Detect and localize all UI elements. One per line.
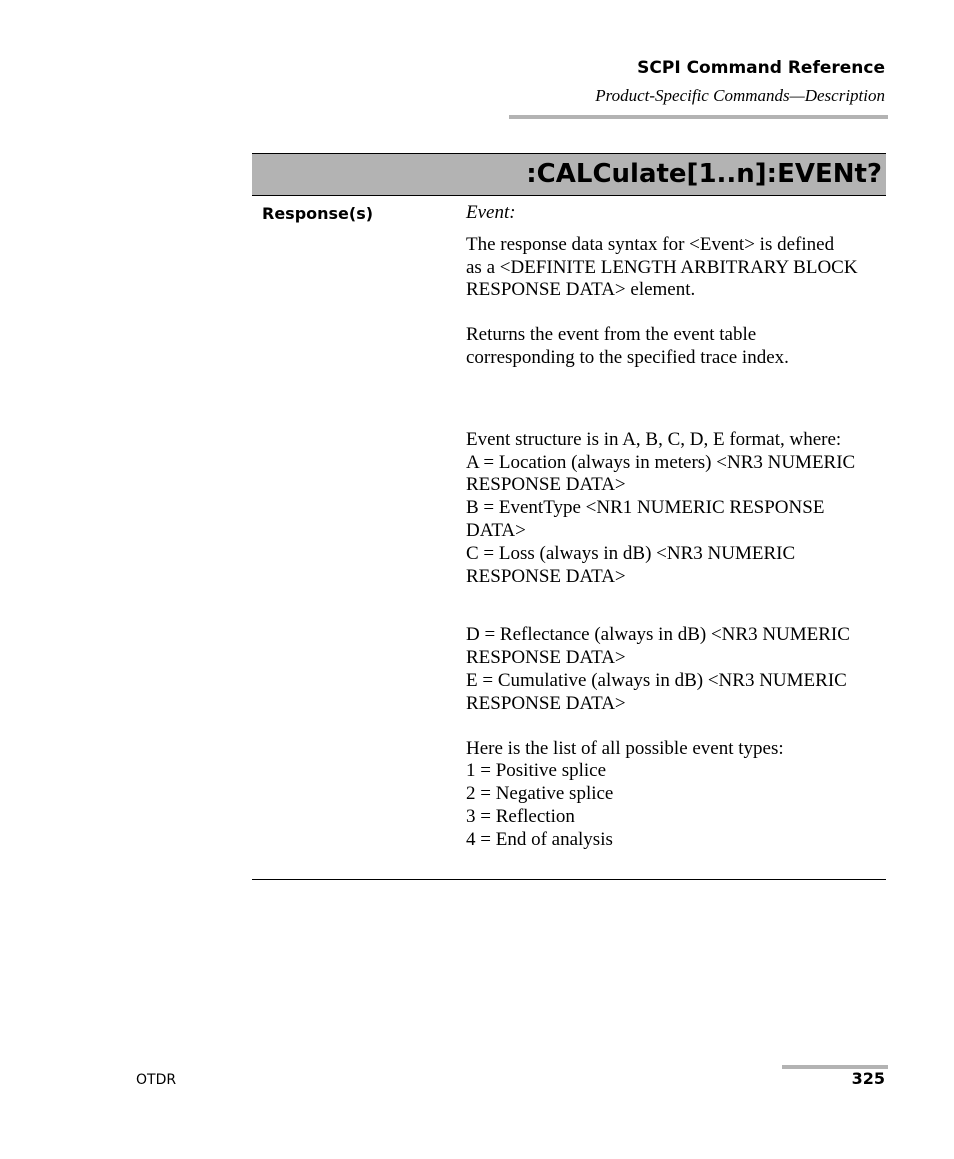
syntax-line: RESPONSE DATA> element. <box>466 279 696 301</box>
syntax-paragraph <box>466 234 886 302</box>
event-type-item: 4 = End of analysis <box>466 828 613 850</box>
running-header <box>595 56 885 108</box>
response-description <box>466 202 886 852</box>
command-title: :CALCulate[1..n]:EVENt? <box>526 159 882 189</box>
syntax-line: The response data syntax for <Event> is defined <box>466 233 835 255</box>
table-bottom-rule <box>252 879 886 880</box>
section-subtitle: Product-Specific Commands—Description <box>595 86 885 105</box>
structure-line: D = Reflectance (always in dB) <NR3 NUMERIC <box>466 624 850 646</box>
structure-line: RESPONSE DATA> <box>466 692 626 714</box>
syntax-line: as a <DEFINITE LENGTH ARBITRARY BLOCK <box>466 256 858 278</box>
structure-line: RESPONSE DATA> <box>466 474 626 496</box>
event-types-list <box>466 738 886 852</box>
page-number: 325 <box>851 1069 885 1088</box>
structure-line: C = Loss (always in dB) <NR3 NUMERIC <box>466 542 796 564</box>
structure-line: E = Cumulative (always in dB) <NR3 NUMERIC <box>466 669 847 691</box>
event-label: Event: <box>466 202 516 223</box>
returns-paragraph <box>466 324 886 370</box>
structure-line: RESPONSE DATA> <box>466 565 626 587</box>
structure-paragraph <box>466 429 886 589</box>
event-type-item: 1 = Positive splice <box>466 760 607 782</box>
responses-label: Response(s) <box>262 204 374 223</box>
structure-continued-paragraph <box>466 624 886 715</box>
chapter-title: SCPI Command Reference <box>637 58 885 78</box>
event-types-intro: Here is the list of all possible event types: <box>466 737 784 759</box>
structure-line: B = EventType <NR1 NUMERIC RESPONSE <box>466 497 825 519</box>
returns-line: Returns the event from the event table <box>466 324 757 346</box>
event-type-item: 3 = Reflection <box>466 805 575 827</box>
footer-product: OTDR <box>136 1072 177 1088</box>
structure-line: RESPONSE DATA> <box>466 647 626 669</box>
event-type-item: 2 = Negative splice <box>466 783 614 805</box>
structure-line: Event structure is in A, B, C, D, E format, where: <box>466 428 842 450</box>
returns-line: corresponding to the specified trace index. <box>466 346 789 368</box>
header-rule <box>509 115 888 119</box>
structure-line: DATA> <box>466 519 526 541</box>
structure-line: A = Location (always in meters) <NR3 NUMERIC <box>466 451 856 473</box>
command-title-bar <box>252 153 886 196</box>
